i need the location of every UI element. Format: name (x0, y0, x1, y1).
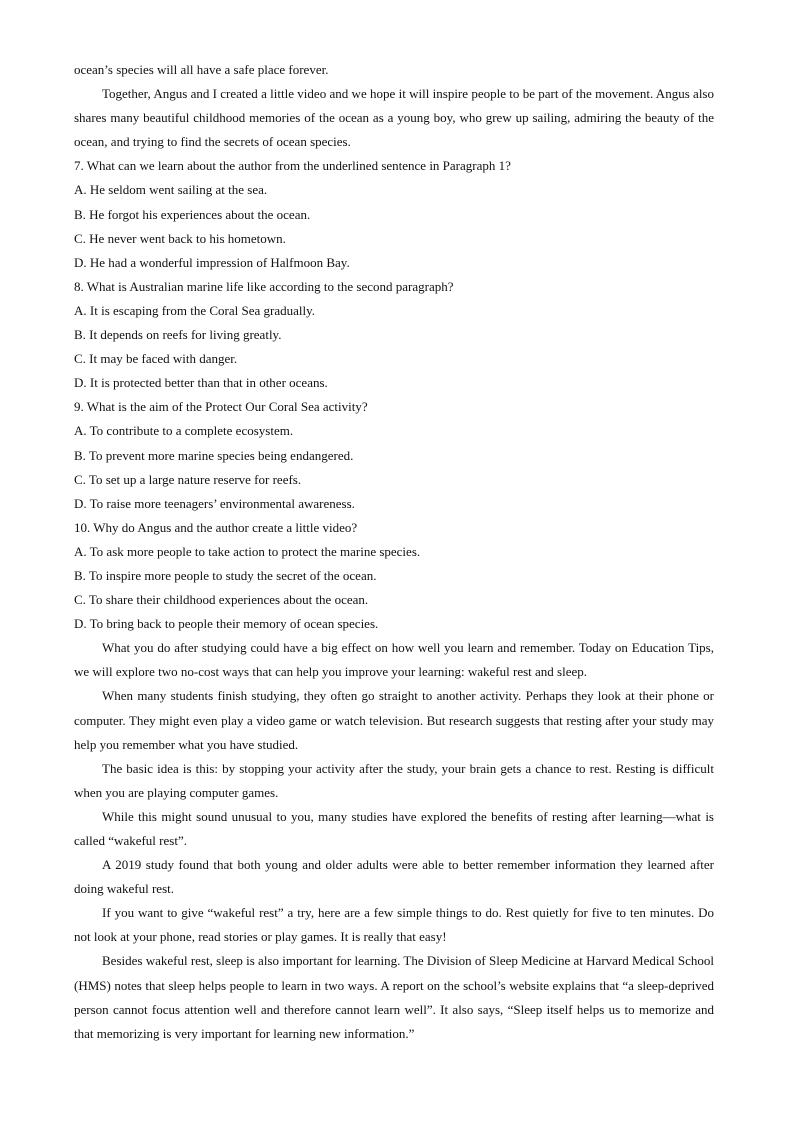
option-a: A. To contribute to a complete ecosystem. (74, 423, 294, 439)
option-d: D. To bring back to people their memory of ocean species. (74, 616, 379, 632)
question-stem: 8. What is Australian marine life like according to the second paragraph? (74, 278, 454, 294)
option-d: D. He had a wonderful impression of Halfmoon Bay. (74, 254, 350, 270)
option-c: C. It may be faced with danger. (74, 351, 238, 367)
paragraph-intro: What you do after studying could have a big effect on how well you learn and remember. Today on Education Tips, we will explore two no-cost ways that can help you improve your learning: wakeful rest and sleep. (74, 640, 714, 680)
option-b: B. To inspire more people to study the secret of the ocean. (74, 567, 377, 583)
passage-paragraph-video: Together, Angus and I created a little video and we hope it will inspire people to be part of the movement. Angus also shares many beautiful childhood memories of the ocean as a young boy, who grew up sailing, admiring the beauty of the ocean, and trying to find the secrets of ocean species. (74, 86, 714, 150)
option-c: C. To set up a large nature reserve for reefs. (74, 471, 302, 487)
paragraph-wakeful-rest: While this might sound unusual to you, many studies have explored the benefits of resting after learning—what is called “wakeful rest”. (74, 808, 714, 848)
option-c: C. He never went back to his hometown. (74, 230, 286, 246)
exam-page (74, 58, 714, 1046)
question-stem: 10. Why do Angus and the author create a little video? (74, 519, 358, 535)
question-9 (74, 395, 714, 515)
paragraph-basic-idea: The basic idea is this: by stopping your activity after the study, your brain gets a chance to rest. Resting is difficult when you are playing computer games. (74, 760, 714, 800)
question-stem: 7. What can we learn about the author from the underlined sentence in Paragraph 1? (74, 158, 511, 174)
option-a: A. To ask more people to take action to protect the marine species. (74, 543, 421, 559)
option-a: A. It is escaping from the Coral Sea gradually. (74, 302, 316, 318)
option-b: B. He forgot his experiences about the ocean. (74, 206, 311, 222)
option-b: B. To prevent more marine species being endangered. (74, 447, 354, 463)
paragraph-sleep: Besides wakeful rest, sleep is also important for learning. The Division of Sleep Medicine at Harvard Medical School (HMS) notes that sleep helps people to learn in two ways. A report on the school’s website explains that “a sleep-deprived person cannot focus attention well and therefore cannot learn well”. It also says, “Sleep itself helps us to memorize and that memorizing is very important for learning new information.” (74, 953, 714, 1041)
option-d: D. It is protected better than that in other oceans. (74, 375, 328, 391)
passage-tail-line: ocean’s species will all have a safe place forever. (74, 62, 329, 77)
question-stem: 9. What is the aim of the Protect Our Coral Sea activity? (74, 399, 368, 415)
option-c: C. To share their childhood experiences about the ocean. (74, 592, 369, 608)
paragraph-try-it: If you want to give “wakeful rest” a try, here are a few simple things to do. Rest quietly for five to ten minutes. Do not look at your phone, read stories or play games. It is really that easy! (74, 905, 714, 945)
option-b: B. It depends on reefs for living greatly. (74, 327, 282, 343)
option-d: D. To raise more teenagers’ environmental awareness. (74, 495, 355, 511)
question-8 (74, 275, 714, 395)
passage-study-tips (74, 636, 714, 1046)
option-a: A. He seldom went sailing at the sea. (74, 182, 268, 198)
paragraph-2019-study: A 2019 study found that both young and older adults were able to better remember information they learned after doing wakeful rest. (74, 857, 714, 897)
question-7 (74, 154, 714, 274)
question-10 (74, 516, 714, 636)
paragraph-after-study: When many students finish studying, they often go straight to another activity. Perhaps they look at their phone or computer. They might even play a video game or watch television. But research suggests that resting after your study may help you remember what you have studied. (74, 688, 714, 752)
